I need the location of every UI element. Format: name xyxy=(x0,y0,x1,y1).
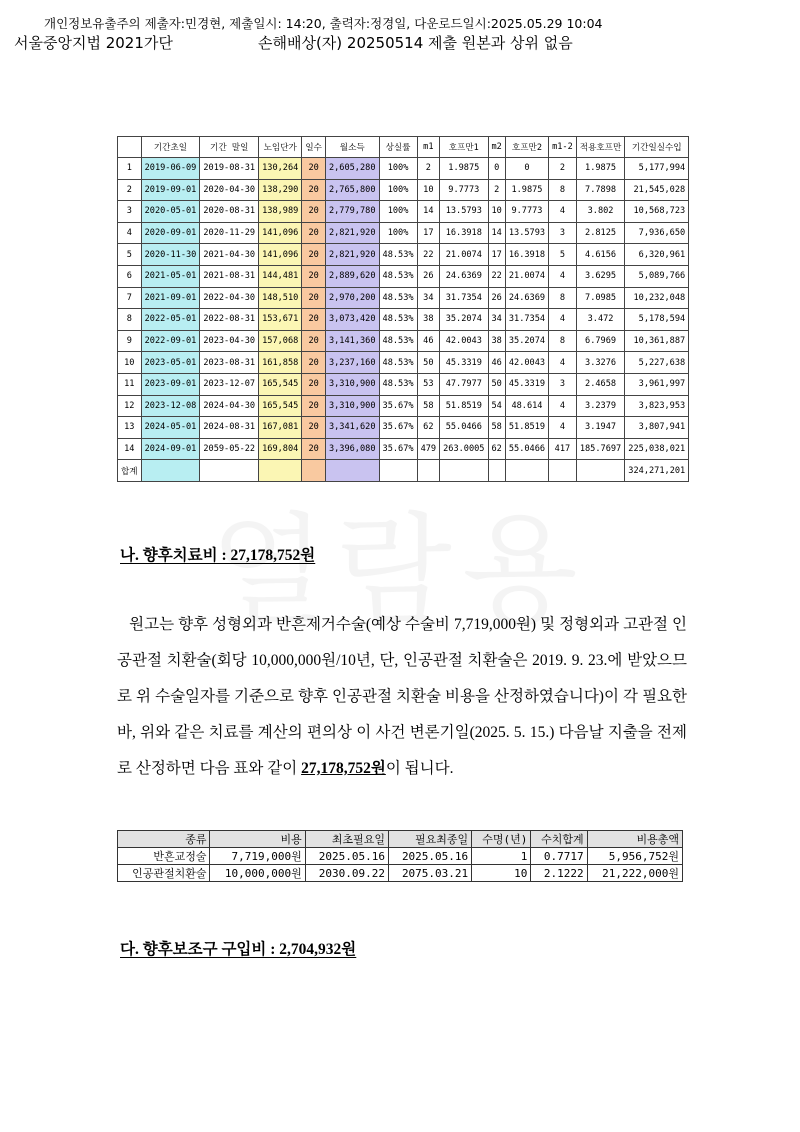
table-cell: 20 xyxy=(302,309,326,331)
table-cell: 6 xyxy=(118,265,142,287)
table-cell: 26 xyxy=(488,287,505,309)
table-cell: 48.53% xyxy=(379,330,417,352)
column-header xyxy=(118,137,142,158)
table-cell: 3.472 xyxy=(576,309,625,331)
table-cell: 7,719,000원 xyxy=(210,848,305,865)
case-title: 손해배상(자) 20250514 제출 원본과 상위 없음 xyxy=(258,34,573,52)
table-cell: 53 xyxy=(417,373,440,395)
table-cell: 165,545 xyxy=(259,395,302,417)
table-cell xyxy=(259,460,302,482)
table-cell xyxy=(200,460,259,482)
table-cell: 3,341,620 xyxy=(325,417,379,439)
table-cell: 50 xyxy=(417,352,440,374)
table-cell: 165,545 xyxy=(259,373,302,395)
table-row xyxy=(118,395,689,417)
table-cell: 반흔교정술 xyxy=(118,848,210,865)
table-cell: 144,481 xyxy=(259,265,302,287)
table-cell: 3,961,997 xyxy=(625,373,689,395)
table-cell: 42.0043 xyxy=(505,352,548,374)
table-row xyxy=(118,287,689,309)
table-cell: 58 xyxy=(488,417,505,439)
table-cell: 48.53% xyxy=(379,352,417,374)
table-cell: 8 xyxy=(118,309,142,331)
table-cell: 31.7354 xyxy=(505,309,548,331)
table-cell: 185.7697 xyxy=(576,438,625,460)
table-cell: 100% xyxy=(379,179,417,201)
table-cell: 2025.05.16 xyxy=(305,848,388,865)
table-cell: 2019-06-09 xyxy=(141,158,200,180)
section-assistive-device-cost: 다. 향후보조구 구입비 : 2,704,932원 xyxy=(120,941,357,958)
table-cell: 3,310,900 xyxy=(325,373,379,395)
table-cell: 12 xyxy=(118,395,142,417)
column-header: 기간일실수입 xyxy=(625,137,689,158)
table-row xyxy=(118,417,689,439)
table-cell: 34 xyxy=(488,309,505,331)
table-cell: 7.0985 xyxy=(576,287,625,309)
table-cell: 130,264 xyxy=(259,158,302,180)
table-cell: 2023-12-07 xyxy=(200,373,259,395)
table-cell: 20 xyxy=(302,179,326,201)
table-cell: 3,073,420 xyxy=(325,309,379,331)
table-cell: 2,821,920 xyxy=(325,222,379,244)
table-cell: 2,821,920 xyxy=(325,244,379,266)
table-cell: 2019-09-01 xyxy=(141,179,200,201)
table-cell: 10,361,887 xyxy=(625,330,689,352)
table-cell: 3,396,080 xyxy=(325,438,379,460)
table-cell: 2.1222 xyxy=(531,865,587,882)
table-cell: 45.3319 xyxy=(440,352,488,374)
table-cell: 3 xyxy=(549,222,577,244)
table-cell: 34 xyxy=(417,287,440,309)
table-cell: 4 xyxy=(549,395,577,417)
table-cell: 16.3918 xyxy=(440,222,488,244)
table-cell: 1 xyxy=(118,158,142,180)
table-cell: 2,889,620 xyxy=(325,265,379,287)
table-cell: 35.67% xyxy=(379,417,417,439)
table-cell: 58 xyxy=(417,395,440,417)
table-cell: 26 xyxy=(417,265,440,287)
table-cell: 17 xyxy=(488,244,505,266)
table-cell: 6,320,961 xyxy=(625,244,689,266)
table-cell: 10,000,000원 xyxy=(210,865,305,882)
table-cell: 2030.09.22 xyxy=(305,865,388,882)
table-cell: 4 xyxy=(549,352,577,374)
table-cell: 42.0043 xyxy=(440,330,488,352)
table-cell: 2020-11-29 xyxy=(200,222,259,244)
table-cell: 263.0005 xyxy=(440,438,488,460)
table-cell: 13 xyxy=(118,417,142,439)
table-cell: 16.3918 xyxy=(505,244,548,266)
table-cell: 20 xyxy=(302,330,326,352)
table-cell: 2,779,780 xyxy=(325,201,379,223)
table-cell: 48.614 xyxy=(505,395,548,417)
table-row xyxy=(118,373,689,395)
table-cell: 인공관절치환술 xyxy=(118,865,210,882)
table-row xyxy=(118,352,689,374)
table-cell: 9.7773 xyxy=(505,201,548,223)
table-cell: 5 xyxy=(549,244,577,266)
table-cell: 7.7898 xyxy=(576,179,625,201)
table-cell: 13.5793 xyxy=(440,201,488,223)
table-cell: 10 xyxy=(417,179,440,201)
table-cell: 2025.05.16 xyxy=(388,848,471,865)
total-label: 합계 xyxy=(118,460,142,482)
column-header: 수치합계 xyxy=(531,831,587,848)
table-cell: 2020-09-01 xyxy=(141,222,200,244)
document-meta-line: 개인정보유출주의 제출자:민경현, 제출일시: 14:20, 출력자:정경일, 다운로드일시:2025.05.29 10:04 xyxy=(44,16,603,31)
total-row xyxy=(118,460,689,482)
table-row xyxy=(118,179,689,201)
table-cell: 4 xyxy=(549,265,577,287)
table-cell: 35.67% xyxy=(379,438,417,460)
table-cell: 14 xyxy=(488,222,505,244)
table-row xyxy=(118,244,689,266)
table-cell: 20 xyxy=(302,417,326,439)
table-cell: 20 xyxy=(302,438,326,460)
table-cell: 51.8519 xyxy=(440,395,488,417)
paragraph-amount: 27,178,752원 xyxy=(301,760,386,777)
table-cell: 2020-11-30 xyxy=(141,244,200,266)
table-cell: 10 xyxy=(472,865,531,882)
table-cell: 3.6295 xyxy=(576,265,625,287)
table-cell: 10 xyxy=(488,201,505,223)
table-cell: 20 xyxy=(302,352,326,374)
table-cell: 161,858 xyxy=(259,352,302,374)
column-header: 월소득 xyxy=(325,137,379,158)
column-header: 노임단가 xyxy=(259,137,302,158)
table-cell: 10,568,723 xyxy=(625,201,689,223)
table-cell: 24.6369 xyxy=(440,265,488,287)
table-cell: 2020-05-01 xyxy=(141,201,200,223)
table-cell: 2024-05-01 xyxy=(141,417,200,439)
table-cell: 4.6156 xyxy=(576,244,625,266)
table-row xyxy=(118,309,689,331)
table-cell: 2023-05-01 xyxy=(141,352,200,374)
table-cell: 2020-08-31 xyxy=(200,201,259,223)
table-cell: 8 xyxy=(549,330,577,352)
column-header: m1-2 xyxy=(549,137,577,158)
table-cell: 48.53% xyxy=(379,287,417,309)
table-cell: 7 xyxy=(118,287,142,309)
table-cell xyxy=(302,460,326,482)
table-cell: 2022-09-01 xyxy=(141,330,200,352)
table-cell: 2019-08-31 xyxy=(200,158,259,180)
column-header: 수명(년) xyxy=(472,831,531,848)
table-cell xyxy=(325,460,379,482)
table-cell: 54 xyxy=(488,395,505,417)
table-header-row xyxy=(118,137,689,158)
table-cell: 2.8125 xyxy=(576,222,625,244)
table-cell: 22 xyxy=(488,265,505,287)
table-cell: 417 xyxy=(549,438,577,460)
table-cell: 5,178,594 xyxy=(625,309,689,331)
column-header: 일수 xyxy=(302,137,326,158)
column-header: 기간 말일 xyxy=(200,137,259,158)
table-cell: 141,096 xyxy=(259,222,302,244)
table-cell: 20 xyxy=(302,222,326,244)
table-cell: 20 xyxy=(302,265,326,287)
table-cell xyxy=(141,460,200,482)
table-cell: 2024-04-30 xyxy=(200,395,259,417)
table-cell: 1.9875 xyxy=(440,158,488,180)
table-cell: 148,510 xyxy=(259,287,302,309)
table-cell: 4 xyxy=(549,201,577,223)
column-header: 적용호프만 xyxy=(576,137,625,158)
column-header: 비용총액 xyxy=(587,831,682,848)
table-row xyxy=(118,158,689,180)
table-cell: 100% xyxy=(379,201,417,223)
table-cell: 2022-05-01 xyxy=(141,309,200,331)
table-cell: 55.0466 xyxy=(505,438,548,460)
table-cell: 3.802 xyxy=(576,201,625,223)
table-cell xyxy=(417,460,440,482)
total-value: 324,271,201 xyxy=(625,460,689,482)
table-cell: 20 xyxy=(302,244,326,266)
table-cell xyxy=(379,460,417,482)
table-cell: 3 xyxy=(549,373,577,395)
table-cell: 2,970,200 xyxy=(325,287,379,309)
table-cell: 9.7773 xyxy=(440,179,488,201)
table-cell: 17 xyxy=(417,222,440,244)
table-cell: 21,545,028 xyxy=(625,179,689,201)
table-cell: 2,605,280 xyxy=(325,158,379,180)
table-cell: 10 xyxy=(118,352,142,374)
table-cell: 2059-05-22 xyxy=(200,438,259,460)
table-cell: 47.7977 xyxy=(440,373,488,395)
table-cell: 35.2074 xyxy=(505,330,548,352)
table-cell: 7,936,650 xyxy=(625,222,689,244)
table-cell: 14 xyxy=(417,201,440,223)
table-cell: 2021-08-31 xyxy=(200,265,259,287)
table-cell: 3,141,360 xyxy=(325,330,379,352)
table-cell: 21.0074 xyxy=(505,265,548,287)
table-cell: 1 xyxy=(472,848,531,865)
table-cell: 46 xyxy=(488,352,505,374)
table-cell: 2023-04-30 xyxy=(200,330,259,352)
table-cell: 62 xyxy=(417,417,440,439)
table-cell: 4 xyxy=(549,309,577,331)
column-header: 최초필요일 xyxy=(305,831,388,848)
table-cell xyxy=(488,460,505,482)
table-cell: 2021-09-01 xyxy=(141,287,200,309)
table-cell: 2,765,800 xyxy=(325,179,379,201)
table-cell: 8 xyxy=(549,179,577,201)
table-row xyxy=(118,222,689,244)
column-header: 상실률 xyxy=(379,137,417,158)
table-cell: 1.9875 xyxy=(576,158,625,180)
table-cell: 55.0466 xyxy=(440,417,488,439)
table-cell: 9 xyxy=(118,330,142,352)
treatment-cost-table xyxy=(117,830,683,882)
table-cell: 0 xyxy=(488,158,505,180)
table-cell xyxy=(549,460,577,482)
table-cell: 20 xyxy=(302,287,326,309)
table-cell: 167,081 xyxy=(259,417,302,439)
table-cell: 11 xyxy=(118,373,142,395)
column-header: m1 xyxy=(417,137,440,158)
table-cell: 2024-09-01 xyxy=(141,438,200,460)
table-cell: 5,227,638 xyxy=(625,352,689,374)
table-cell: 35.2074 xyxy=(440,309,488,331)
table-cell: 2023-08-31 xyxy=(200,352,259,374)
table-cell: 2 xyxy=(118,179,142,201)
table-cell: 100% xyxy=(379,158,417,180)
table-cell: 2020-04-30 xyxy=(200,179,259,201)
table-cell: 2075.03.21 xyxy=(388,865,471,882)
table-cell: 157,068 xyxy=(259,330,302,352)
table-cell: 3,823,953 xyxy=(625,395,689,417)
table-cell: 5,956,752원 xyxy=(587,848,682,865)
table-cell: 2022-04-30 xyxy=(200,287,259,309)
paragraph-text-end: 이 됩니다. xyxy=(385,760,454,777)
table-cell: 2022-08-31 xyxy=(200,309,259,331)
table-cell: 100% xyxy=(379,222,417,244)
table-row xyxy=(118,330,689,352)
table-cell xyxy=(505,460,548,482)
table-cell: 48.53% xyxy=(379,309,417,331)
column-header: 호프만1 xyxy=(440,137,488,158)
table-cell: 3,310,900 xyxy=(325,395,379,417)
table-cell: 50 xyxy=(488,373,505,395)
paragraph-text: 원고는 향후 성형외과 반흔제거수술(예상 수술비 7,719,000원) 및 정형외과 고관절 인공관절 치환술(회당 10,000,000원/10년, 단, 인공관절 치환술은 2019. 9. 23.에 받았으므로 위 수술일자를 기준으로 향후 인공관절 치환술 비용을 산정하였습니다)이 각 필요한바, 위와 같은 치료를 계산의 편의상 이 사건 변론기일(2025. 5. 15.) 다음날 지출을 전제로 산정하면 다음 표와 같이 xyxy=(117,616,688,777)
column-header: m2 xyxy=(488,137,505,158)
table-cell: 6.7969 xyxy=(576,330,625,352)
table-cell: 4 xyxy=(549,417,577,439)
table-cell: 14 xyxy=(118,438,142,460)
column-header: 종류 xyxy=(118,831,210,848)
lost-income-table xyxy=(117,136,689,482)
table-cell: 0 xyxy=(505,158,548,180)
table-cell: 2 xyxy=(488,179,505,201)
column-header: 호프만2 xyxy=(505,137,548,158)
table-row xyxy=(118,438,689,460)
column-header: 비용 xyxy=(210,831,305,848)
table-cell: 138,290 xyxy=(259,179,302,201)
table-cell: 51.8519 xyxy=(505,417,548,439)
court-case-number: 서울중앙지법 2021가단 xyxy=(14,34,173,52)
table-cell: 22 xyxy=(417,244,440,266)
table-cell: 138,989 xyxy=(259,201,302,223)
table-cell: 2021-05-01 xyxy=(141,265,200,287)
table-cell xyxy=(440,460,488,482)
table-cell: 3.1947 xyxy=(576,417,625,439)
table-cell: 5,089,766 xyxy=(625,265,689,287)
table-cell: 21.0074 xyxy=(440,244,488,266)
table-cell: 479 xyxy=(417,438,440,460)
table-cell: 45.3319 xyxy=(505,373,548,395)
table-cell: 13.5793 xyxy=(505,222,548,244)
table-cell: 5,177,994 xyxy=(625,158,689,180)
table-cell: 3.3276 xyxy=(576,352,625,374)
table-cell: 20 xyxy=(302,201,326,223)
table-cell: 31.7354 xyxy=(440,287,488,309)
table-cell: 8 xyxy=(549,287,577,309)
table-cell: 46 xyxy=(417,330,440,352)
table-cell: 169,804 xyxy=(259,438,302,460)
table-cell: 21,222,000원 xyxy=(587,865,682,882)
table-cell: 20 xyxy=(302,158,326,180)
table-header-row xyxy=(118,831,683,848)
table-cell: 24.6369 xyxy=(505,287,548,309)
table-cell: 141,096 xyxy=(259,244,302,266)
table-cell: 38 xyxy=(488,330,505,352)
table-cell: 2021-04-30 xyxy=(200,244,259,266)
column-header: 필요최종일 xyxy=(388,831,471,848)
table-row xyxy=(118,201,689,223)
table-cell: 2023-12-08 xyxy=(141,395,200,417)
table-cell: 153,671 xyxy=(259,309,302,331)
table-cell: 35.67% xyxy=(379,395,417,417)
table-cell: 48.53% xyxy=(379,265,417,287)
table-cell: 10,232,048 xyxy=(625,287,689,309)
table-cell: 3,237,160 xyxy=(325,352,379,374)
table-cell: 5 xyxy=(118,244,142,266)
table-cell: 20 xyxy=(302,395,326,417)
table-row xyxy=(118,865,683,882)
table-cell: 4 xyxy=(118,222,142,244)
table-cell: 225,038,021 xyxy=(625,438,689,460)
table-cell: 20 xyxy=(302,373,326,395)
table-cell: 38 xyxy=(417,309,440,331)
table-cell: 62 xyxy=(488,438,505,460)
column-header: 기간초일 xyxy=(141,137,200,158)
table-cell: 3.2379 xyxy=(576,395,625,417)
table-cell: 2023-09-01 xyxy=(141,373,200,395)
table-cell: 48.53% xyxy=(379,373,417,395)
table-cell: 3 xyxy=(118,201,142,223)
table-cell: 1.9875 xyxy=(505,179,548,201)
table-cell: 3,807,941 xyxy=(625,417,689,439)
table-row xyxy=(118,265,689,287)
table-cell: 2.4658 xyxy=(576,373,625,395)
section-future-treatment-cost: 나. 향후치료비 : 27,178,752원 xyxy=(120,547,316,564)
table-cell: 2 xyxy=(549,158,577,180)
table-row xyxy=(118,848,683,865)
table-cell xyxy=(576,460,625,482)
table-cell: 48.53% xyxy=(379,244,417,266)
table-cell: 2024-08-31 xyxy=(200,417,259,439)
table-cell: 2 xyxy=(417,158,440,180)
treatment-paragraph xyxy=(117,607,687,787)
table-cell: 0.7717 xyxy=(531,848,587,865)
